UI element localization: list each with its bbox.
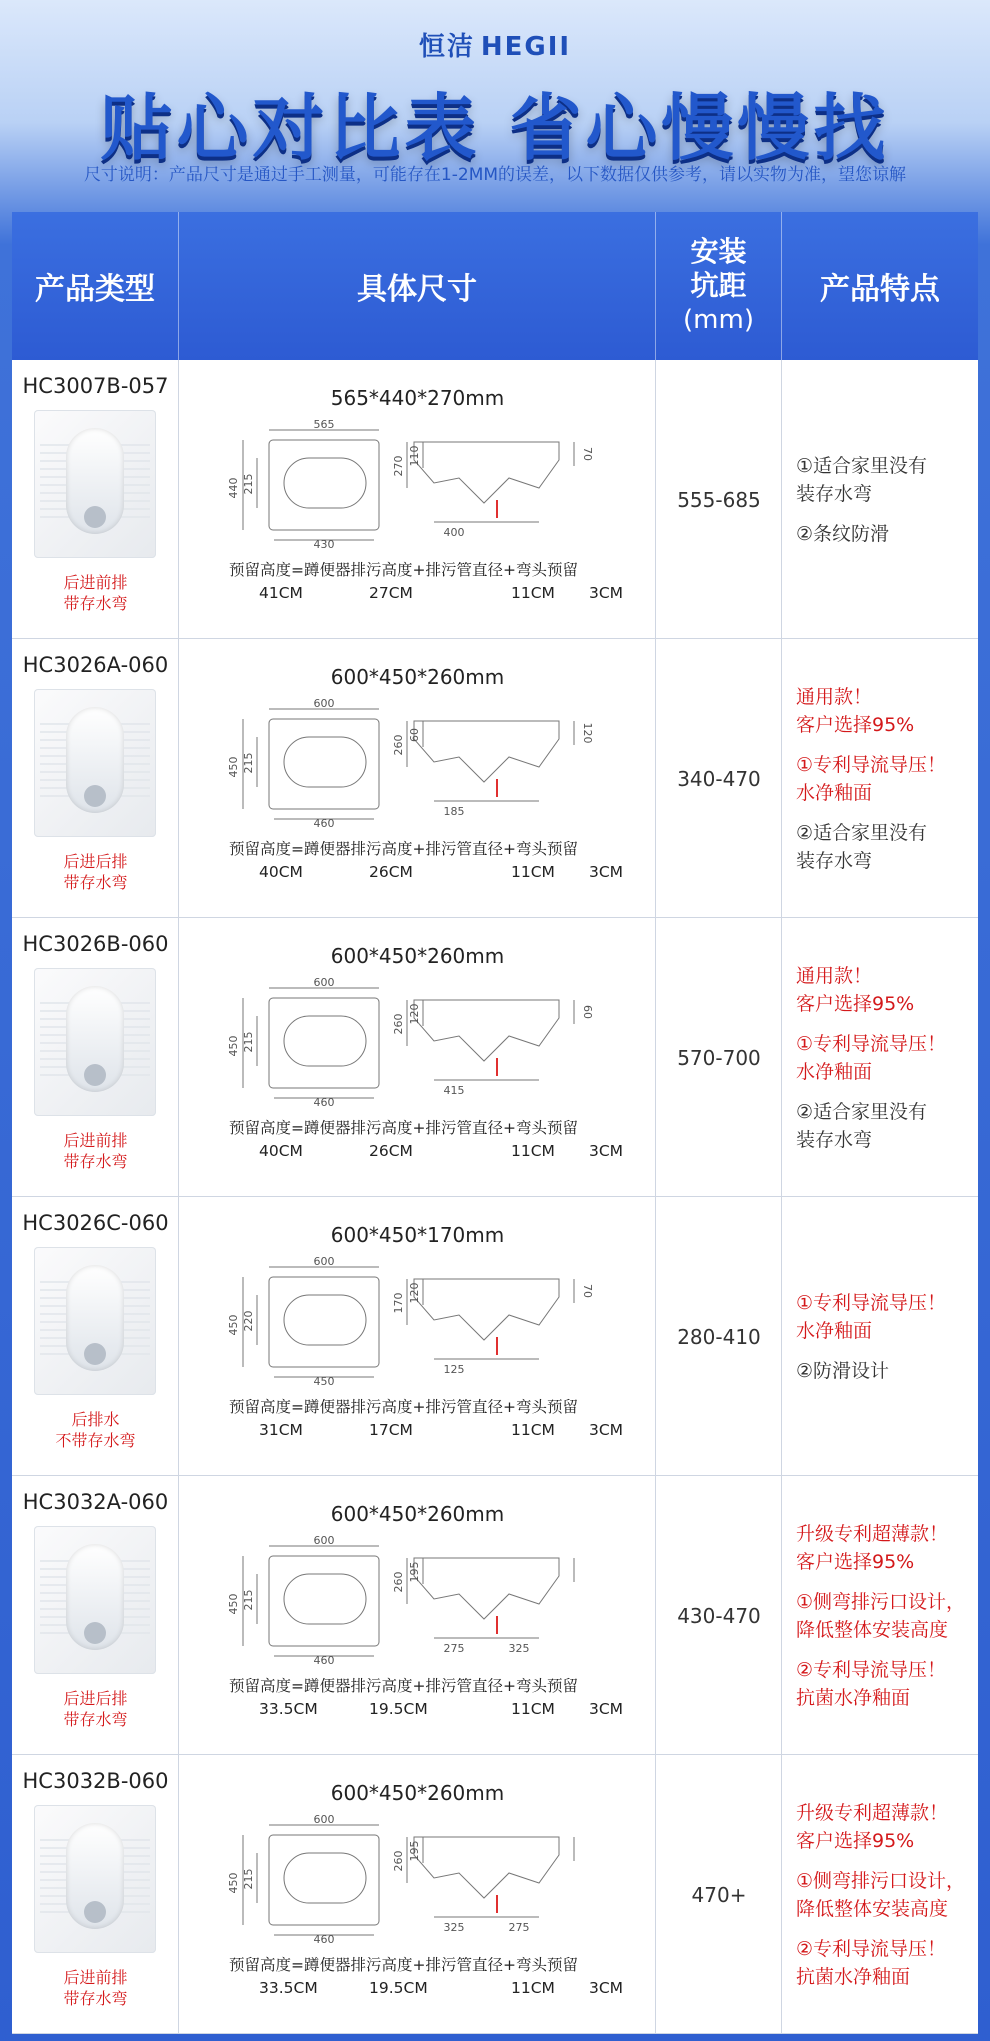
feature-text-1: 通用款！ [796, 685, 873, 708]
feature-text-1: ②防滑设计 [796, 1359, 890, 1382]
feature-text-2: 装存水弯 [796, 1128, 873, 1151]
dim-top-width: 600 [313, 1255, 335, 1268]
drain-type-line2: 带存水弯 [63, 1152, 128, 1171]
formula-value: 26CM [369, 1142, 413, 1160]
size-cell [179, 1755, 656, 2034]
formula-label: 预留高度=蹲便器排污高度+排污管直径+弯头预留 [229, 840, 578, 858]
drain-type-line2: 带存水弯 [63, 873, 128, 892]
header-size: 具体尺寸 [179, 212, 656, 360]
overall-size: 565*440*270mm [330, 386, 505, 410]
dim-section-width: 325 [443, 1921, 465, 1934]
dim-section-height-2: 120 [408, 1282, 421, 1304]
dim-bottom-width: 430 [313, 538, 335, 551]
formula-value: 33.5CM [259, 1979, 318, 1997]
feature-list [796, 360, 976, 639]
feature-text-2: 降低整体安装高度 [796, 1618, 949, 1641]
product-photo [34, 1526, 156, 1674]
formula-value: 41CM [259, 584, 303, 602]
model-number: HC3032A-060 [22, 1490, 169, 1514]
dim-section-height: 260 [392, 734, 405, 756]
dim-top-width: 600 [313, 697, 335, 710]
table-row [12, 1476, 978, 1755]
feature-item [796, 1588, 976, 1644]
feature-item [796, 819, 976, 875]
diagram-wrap [227, 1534, 609, 1667]
formula-values [219, 863, 639, 885]
dim-section-height: 260 [392, 1850, 405, 1872]
features-cell [782, 1476, 978, 1755]
product-photo [34, 689, 156, 837]
table-row [12, 1755, 978, 2034]
dimension-diagram [227, 697, 609, 830]
product-photo [34, 1247, 156, 1395]
header-dist-line1: 安装 [690, 235, 747, 268]
dim-bottom-width: 460 [313, 817, 335, 830]
feature-item [796, 452, 976, 508]
feature-item [796, 520, 976, 548]
drain-type-line2: 带存水弯 [63, 594, 128, 613]
feature-text-2: 水净釉面 [796, 781, 873, 804]
formula-value: 27CM [369, 584, 413, 602]
dim-section-width-2: 325 [508, 1642, 530, 1655]
features-cell [782, 1197, 978, 1476]
dim-section-width: 185 [443, 805, 465, 818]
dim-side-height: 450 [227, 1035, 240, 1057]
page-header [0, 0, 990, 210]
dim-top-width: 600 [313, 1813, 335, 1826]
diagram-wrap [227, 1255, 609, 1388]
dim-top-width: 565 [313, 418, 335, 431]
drain-type [12, 1688, 179, 1730]
feature-text-1: ①侧弯排污口设计， [796, 1590, 966, 1613]
feature-item [796, 962, 976, 1018]
dim-section-width-2: 275 [508, 1921, 530, 1934]
drain-type-line2: 带存水弯 [63, 1710, 128, 1729]
product-photo [34, 410, 156, 558]
feature-text-1: ①专利导流导压！ [796, 1291, 947, 1314]
product-type-cell [12, 918, 179, 1197]
formula-value: 11CM [511, 1421, 555, 1439]
product-photo [34, 968, 156, 1116]
install-distance-cell [656, 918, 782, 1197]
feature-list [796, 1476, 976, 1755]
formula-value: 11CM [511, 584, 555, 602]
dimension-diagram [227, 976, 609, 1109]
product-type-cell [12, 1476, 179, 1755]
install-distance-cell [656, 1755, 782, 2034]
install-distance: 280-410 [677, 1324, 761, 1349]
feature-text-2: 客户选择95% [796, 1829, 915, 1852]
header-dist-line2: 坑距 [690, 269, 747, 302]
size-cell [179, 639, 656, 918]
feature-item [796, 1520, 976, 1576]
formula-value: 19.5CM [369, 1700, 428, 1718]
formula-values [219, 1142, 639, 1164]
feature-text-2: 水净釉面 [796, 1060, 873, 1083]
product-type-cell [12, 639, 179, 918]
overall-size: 600*450*260mm [330, 944, 505, 968]
header-install-distance [656, 212, 782, 360]
feature-text-2: 客户选择95% [796, 1550, 915, 1573]
dim-section-height-2: 60 [408, 728, 421, 742]
formula-values [219, 1979, 639, 2001]
drain-type [12, 572, 179, 614]
dim-section-height: 260 [392, 1013, 405, 1035]
feature-list [796, 918, 976, 1197]
dim-side-height: 450 [227, 1314, 240, 1336]
diagram-wrap [227, 418, 609, 551]
drain-type-line1: 后进前排 [63, 573, 128, 592]
formula-value: 11CM [511, 1142, 555, 1160]
dim-section-right: 70 [581, 1284, 594, 1298]
header-features: 产品特点 [820, 272, 940, 307]
formula-value: 3CM [589, 1700, 624, 1718]
comparison-table [12, 212, 978, 2041]
feature-text-1: 升级专利超薄款！ [796, 1801, 949, 1824]
dim-section-height: 170 [392, 1292, 405, 1314]
formula-value: 17CM [369, 1421, 413, 1439]
drain-type-line2: 带存水弯 [63, 1989, 128, 2008]
feature-text-2: 装存水弯 [796, 849, 873, 872]
drain-type-line1: 后进后排 [63, 852, 128, 871]
table-row [12, 1197, 978, 1476]
brand-name-cn: 恒洁 [418, 32, 475, 62]
feature-text-2: 抗菌水净釉面 [796, 1686, 911, 1709]
table-row [12, 918, 978, 1197]
feature-text-1: ②适合家里没有 [796, 1100, 928, 1123]
feature-text-1: ②条纹防滑 [796, 522, 890, 545]
formula-value: 3CM [589, 1142, 624, 1160]
install-distance: 570-700 [677, 1045, 761, 1070]
feature-text-2: 抗菌水净釉面 [796, 1965, 911, 1988]
formula-value: 26CM [369, 863, 413, 881]
feature-list [796, 1755, 976, 2034]
brand-name-en: HEGII [480, 32, 572, 62]
feature-text-2: 降低整体安装高度 [796, 1897, 949, 1920]
formula-label: 预留高度=蹲便器排污高度+排污管直径+弯头预留 [229, 1956, 578, 1974]
formula-value: 19.5CM [369, 1979, 428, 1997]
diagram-wrap [227, 1813, 609, 1946]
dim-section-height-2: 195 [408, 1840, 421, 1862]
drain-type-line2: 不带存水弯 [55, 1431, 136, 1450]
feature-item [796, 1098, 976, 1154]
dim-section-height: 260 [392, 1571, 405, 1593]
dim-top-width: 600 [313, 976, 335, 989]
feature-list [796, 639, 976, 918]
drain-type-line1: 后进后排 [63, 1689, 128, 1708]
dim-section-height-2: 110 [408, 445, 421, 467]
dim-bottom-width: 460 [313, 1096, 335, 1109]
drain-type [12, 1130, 179, 1172]
install-distance-cell [656, 1476, 782, 1755]
product-type-cell [12, 1197, 179, 1476]
install-distance: 555-685 [677, 487, 761, 512]
feature-text-1: ①适合家里没有 [796, 454, 928, 477]
formula-label: 预留高度=蹲便器排污高度+排污管直径+弯头预留 [229, 1398, 578, 1416]
dim-inner-height: 220 [242, 1310, 255, 1332]
dim-section-width: 400 [443, 526, 465, 539]
formula-value: 40CM [259, 863, 303, 881]
dim-side-height: 440 [227, 477, 240, 499]
feature-item [796, 1030, 976, 1086]
drain-type [12, 851, 179, 893]
dim-section-width: 125 [443, 1363, 465, 1376]
feature-item [796, 1799, 976, 1855]
feature-text-2: 装存水弯 [796, 482, 873, 505]
size-cell [179, 360, 656, 639]
dim-section-right: 70 [581, 447, 594, 461]
model-number: HC3026B-060 [22, 932, 169, 956]
brand-logo [0, 26, 990, 63]
feature-item [796, 683, 976, 739]
formula-label: 预留高度=蹲便器排污高度+排污管直径+弯头预留 [229, 1677, 578, 1695]
formula-value: 11CM [511, 1700, 555, 1718]
dim-inner-height: 215 [242, 1589, 255, 1611]
formula-value: 3CM [589, 1979, 624, 1997]
dim-section-right: 120 [581, 722, 594, 744]
feature-text-1: ①专利导流导压！ [796, 1032, 947, 1055]
dim-section-height: 270 [392, 455, 405, 477]
dimension-diagram [227, 418, 609, 551]
overall-size: 600*450*260mm [330, 1781, 505, 1805]
dim-section-height-2: 195 [408, 1561, 421, 1583]
formula-values [219, 584, 639, 606]
dim-bottom-width: 460 [313, 1654, 335, 1667]
drain-type [12, 1409, 179, 1451]
model-number: HC3032B-060 [22, 1769, 169, 1793]
install-distance-cell [656, 1197, 782, 1476]
product-type-cell [12, 360, 179, 639]
dim-section-right: 60 [581, 1005, 594, 1019]
feature-text-2: 客户选择95% [796, 713, 915, 736]
features-cell [782, 360, 978, 639]
header-product-type: 产品类型 [12, 212, 179, 360]
feature-item [796, 751, 976, 807]
drain-type [12, 1967, 179, 2009]
feature-list [796, 1197, 976, 1476]
dim-section-width: 275 [443, 1642, 465, 1655]
feature-text-2: 客户选择95% [796, 992, 915, 1015]
size-cell [179, 1476, 656, 1755]
formula-values [219, 1700, 639, 1722]
install-distance-cell [656, 360, 782, 639]
feature-text-1: ①侧弯排污口设计， [796, 1869, 966, 1892]
dimension-diagram [227, 1813, 609, 1946]
dim-inner-height: 215 [242, 1868, 255, 1890]
formula-value: 11CM [511, 863, 555, 881]
feature-item [796, 1357, 976, 1385]
feature-text-1: 通用款！ [796, 964, 873, 987]
diagram-wrap [227, 697, 609, 830]
size-cell [179, 918, 656, 1197]
table-row [12, 360, 978, 639]
model-number: HC3007B-057 [22, 374, 169, 398]
dim-inner-height: 215 [242, 752, 255, 774]
feature-item [796, 1935, 976, 1991]
model-number: HC3026C-060 [22, 1211, 169, 1235]
features-cell [782, 1755, 978, 2034]
headline: 贴心对比表 省心慢慢找 [100, 86, 890, 170]
feature-item [796, 1867, 976, 1923]
dim-inner-height: 215 [242, 473, 255, 495]
formula-value: 40CM [259, 1142, 303, 1160]
feature-text-2: 水净釉面 [796, 1319, 873, 1342]
product-photo [34, 1805, 156, 1953]
formula-value: 3CM [589, 584, 624, 602]
formula-value: 33.5CM [259, 1700, 318, 1718]
formula-value: 31CM [259, 1421, 303, 1439]
feature-item [796, 1656, 976, 1712]
dim-bottom-width: 460 [313, 1933, 335, 1946]
feature-text-1: ②适合家里没有 [796, 821, 928, 844]
dimension-diagram [227, 1255, 609, 1388]
size-cell [179, 1197, 656, 1476]
feature-item [796, 1289, 976, 1345]
dimension-diagram [227, 1534, 609, 1667]
model-number: HC3026A-060 [22, 653, 169, 677]
dim-side-height: 450 [227, 1593, 240, 1615]
dim-inner-height: 215 [242, 1031, 255, 1053]
feature-text-1: ②专利导流导压！ [796, 1937, 947, 1960]
dim-section-height-2: 120 [408, 1003, 421, 1025]
overall-size: 600*450*170mm [330, 1223, 505, 1247]
dim-top-width: 600 [313, 1534, 335, 1547]
install-distance: 340-470 [677, 766, 761, 791]
size-note: 尺寸说明：产品尺寸是通过手工测量，可能存在1-2MM的误差，以下数据仅供参考，请以实物为准，望您谅解 [83, 165, 907, 185]
diagram-wrap [227, 976, 609, 1109]
features-cell [782, 639, 978, 918]
formula-label: 预留高度=蹲便器排污高度+排污管直径+弯头预留 [229, 561, 578, 579]
install-distance: 430-470 [677, 1603, 761, 1628]
drain-type-line1: 后排水 [71, 1410, 120, 1429]
install-distance-cell [656, 639, 782, 918]
table-header [12, 212, 978, 360]
formula-value: 3CM [589, 1421, 624, 1439]
feature-text-1: ①专利导流导压！ [796, 753, 947, 776]
product-type-cell [12, 1755, 179, 2034]
formula-value: 3CM [589, 863, 624, 881]
drain-type-line1: 后进前排 [63, 1968, 128, 1987]
features-cell [782, 918, 978, 1197]
dim-side-height: 450 [227, 756, 240, 778]
install-distance: 470+ [691, 1882, 747, 1907]
formula-values [219, 1421, 639, 1443]
dim-bottom-width: 450 [313, 1375, 335, 1388]
overall-size: 600*450*260mm [330, 665, 505, 689]
feature-text-1: 升级专利超薄款！ [796, 1522, 949, 1545]
feature-text-1: ②专利导流导压！ [796, 1658, 947, 1681]
dim-side-height: 450 [227, 1872, 240, 1894]
drain-type-line1: 后进前排 [63, 1131, 128, 1150]
overall-size: 600*450*260mm [330, 1502, 505, 1526]
formula-value: 11CM [511, 1979, 555, 1997]
dim-section-width: 415 [443, 1084, 465, 1097]
table-row [12, 639, 978, 918]
formula-label: 预留高度=蹲便器排污高度+排污管直径+弯头预留 [229, 1119, 578, 1137]
header-dist-unit: (mm) [683, 305, 754, 335]
